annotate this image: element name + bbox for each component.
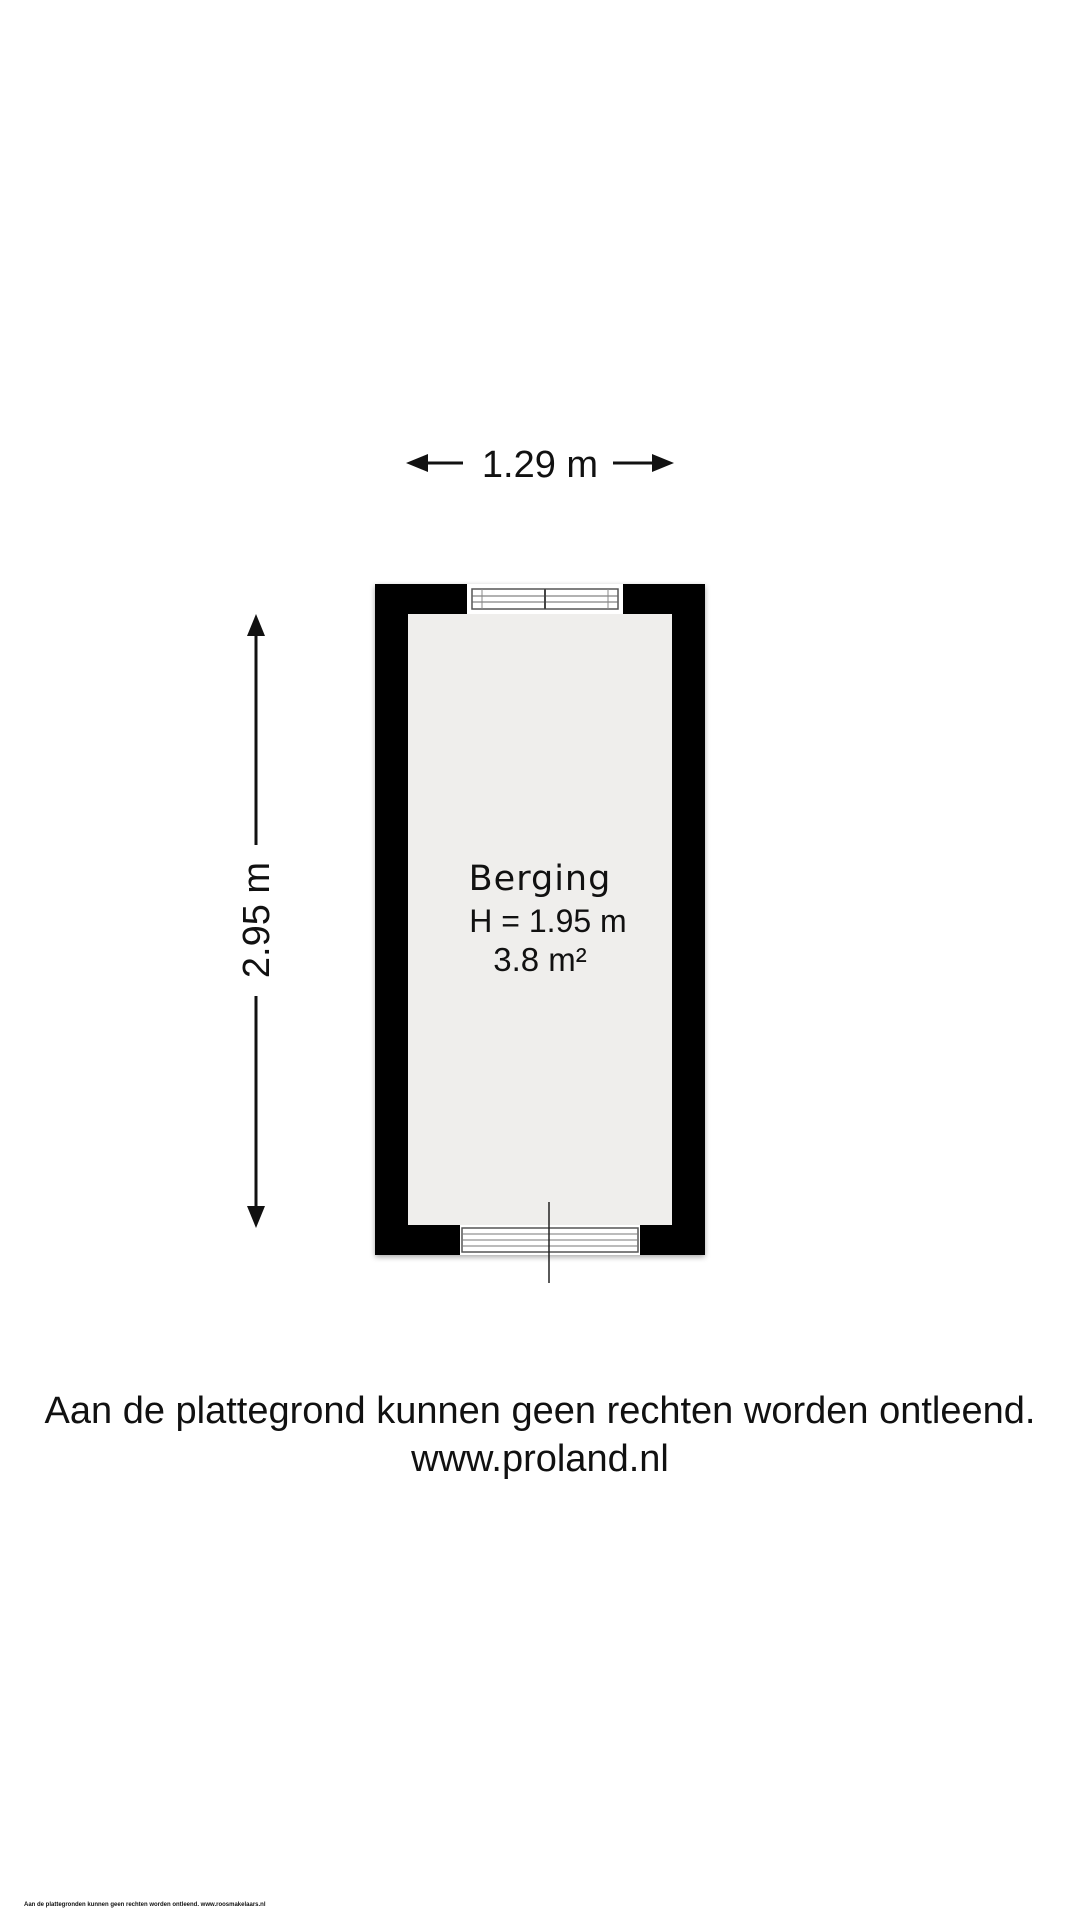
depth-dimension-label: 2.95 m [236, 861, 278, 979]
width-dimension-label: 1.29 m [481, 444, 599, 486]
depth-arrow-bottom-icon [247, 996, 265, 1228]
website-text: www.proland.nl [411, 1438, 669, 1480]
width-dimension [406, 444, 674, 486]
room-area-label: 3.8 m² [493, 941, 587, 978]
room-height-label: H = 1.95 m [469, 903, 627, 939]
width-arrow-left-icon [406, 454, 463, 472]
disclaimer-text: Aan de plattegrond kunnen geen rechten worden ontleend. [44, 1390, 1036, 1432]
depth-dimension [236, 614, 278, 1228]
width-arrow-right-icon [613, 454, 674, 472]
room-name-label: Berging [468, 859, 612, 899]
footer-note: Aan de plattegronden kunnen geen rechten worden ontleend. www.roosmakelaars.nl [24, 1902, 266, 1908]
depth-arrow-top-icon [247, 614, 265, 845]
window-icon [467, 584, 623, 614]
